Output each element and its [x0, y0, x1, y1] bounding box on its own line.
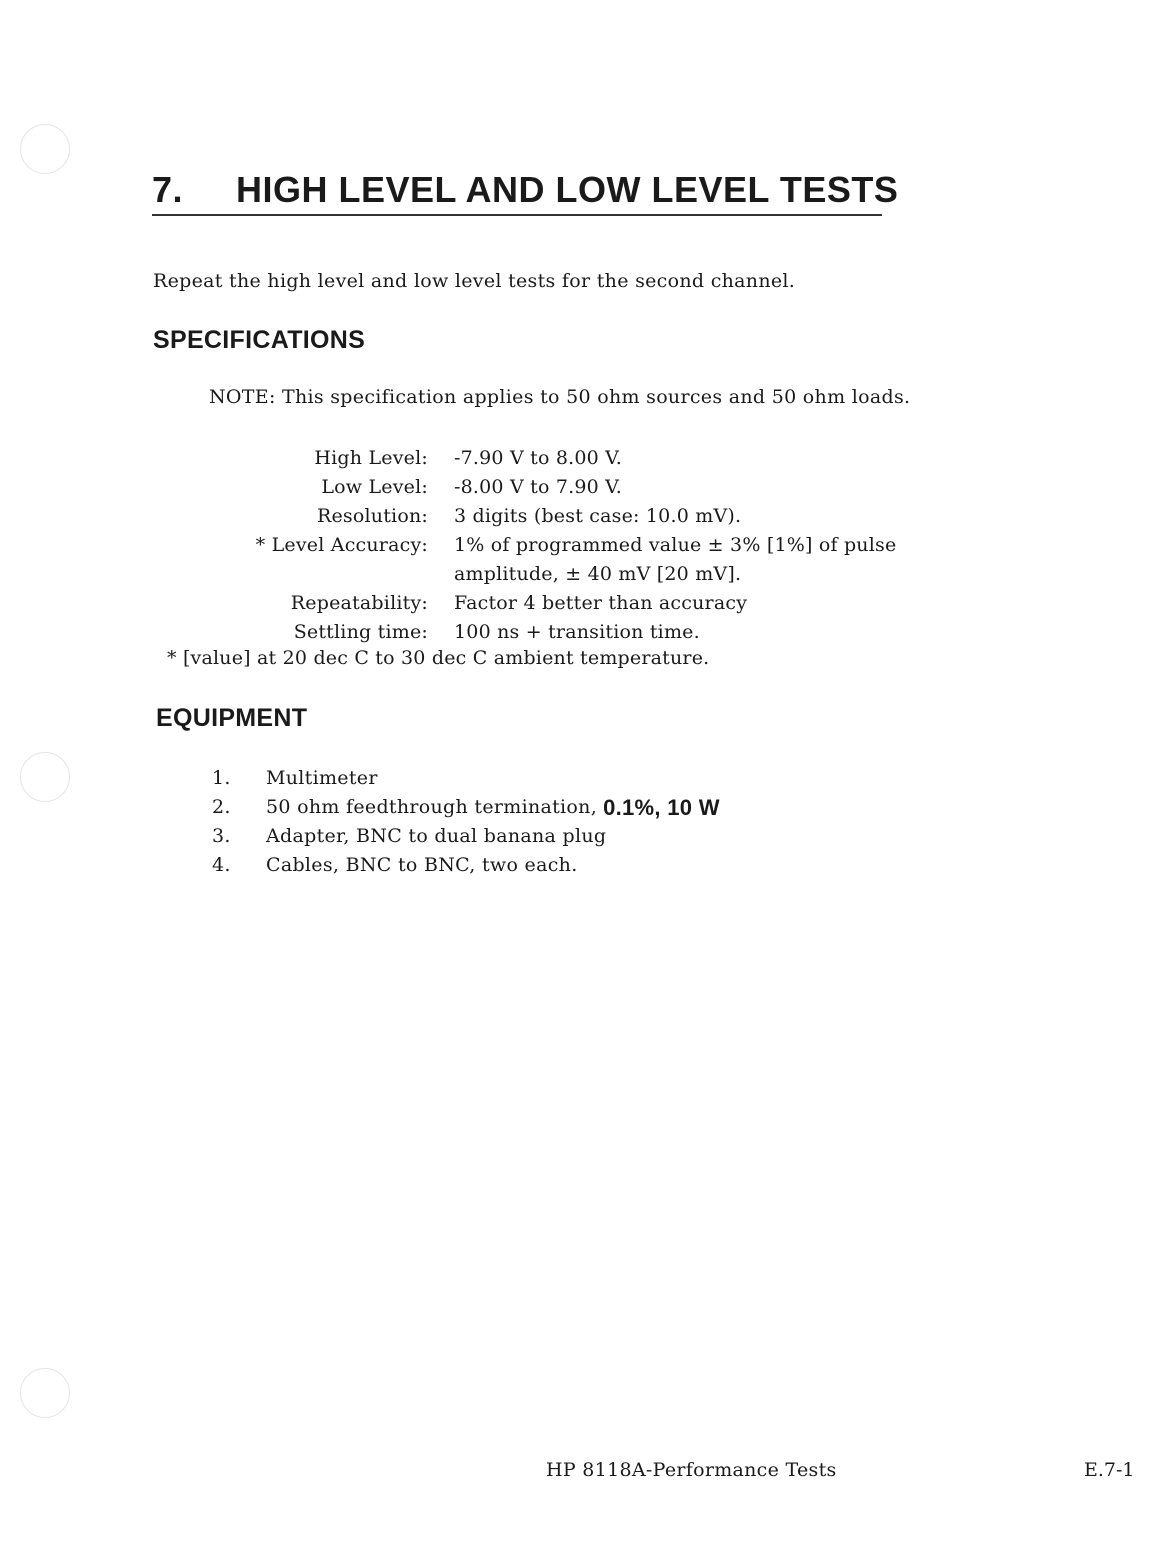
spec-label: Low Level: [321, 476, 428, 498]
list-item [212, 793, 720, 822]
spec-value: -8.00 V to 7.90 V. [454, 476, 623, 498]
spec-value [454, 531, 924, 589]
punch-hole-decoration [20, 1368, 70, 1418]
list-item-number: 3. [212, 825, 231, 847]
spec-row [150, 473, 950, 502]
list-item [212, 822, 720, 851]
intro-text: Repeat the high level and low level tests for the second channel. [153, 270, 796, 292]
spec-value-line: amplitude, ± 40 mV [20 mV]. [454, 563, 742, 585]
list-item-text: Multimeter [266, 767, 378, 789]
list-item-text: Adapter, BNC to dual banana plug [266, 825, 607, 847]
punch-hole-decoration [20, 124, 70, 174]
spec-row [150, 531, 950, 589]
spec-value: -7.90 V to 8.00 V. [454, 447, 623, 469]
list-item [212, 764, 720, 793]
spec-row [150, 618, 950, 647]
list-item-number: 4. [212, 854, 231, 876]
spec-row [150, 502, 950, 531]
spec-label: High Level: [314, 447, 428, 469]
list-item [212, 851, 720, 880]
spec-footnote: * [value] at 20 dec C to 30 dec C ambient temperature. [167, 647, 710, 669]
list-item-emphasis: 0.1%, 10 W [603, 795, 720, 820]
list-item-text: 50 ohm feedthrough termination, [266, 796, 598, 818]
title-underline [152, 214, 882, 216]
spec-value-line: 1% of programmed value ± 3% [1%] of pulse [454, 534, 897, 556]
page-number: E.7-1 [1084, 1459, 1135, 1481]
specifications-table [150, 444, 950, 647]
equipment-list [212, 764, 720, 880]
section-title: HIGH LEVEL AND LOW LEVEL TESTS [236, 169, 899, 210]
list-item-number: 1. [212, 767, 231, 789]
punch-hole-decoration [20, 752, 70, 802]
equipment-heading: EQUIPMENT [156, 704, 308, 732]
spec-label: Resolution: [316, 505, 428, 527]
section-heading [152, 168, 899, 216]
spec-row [150, 444, 950, 473]
footer-title: HP 8118A-Performance Tests [546, 1459, 837, 1481]
list-item-text: Cables, BNC to BNC, two each. [266, 854, 578, 876]
spec-row [150, 589, 950, 618]
specifications-heading: SPECIFICATIONS [153, 326, 366, 354]
spec-value: 3 digits (best case: 10.0 mV). [454, 505, 742, 527]
spec-value: 100 ns + transition time. [454, 621, 700, 643]
spec-label: Settling time: [293, 621, 428, 643]
page-title [152, 168, 899, 212]
spec-label: Repeatability: [290, 592, 428, 614]
spec-value: Factor 4 better than accuracy [454, 592, 748, 614]
section-number: 7. [152, 169, 184, 210]
list-item-number: 2. [212, 796, 231, 818]
spec-label: * Level Accuracy: [255, 534, 428, 556]
spec-note: NOTE: This specification applies to 50 ohm sources and 50 ohm loads. [209, 386, 911, 408]
